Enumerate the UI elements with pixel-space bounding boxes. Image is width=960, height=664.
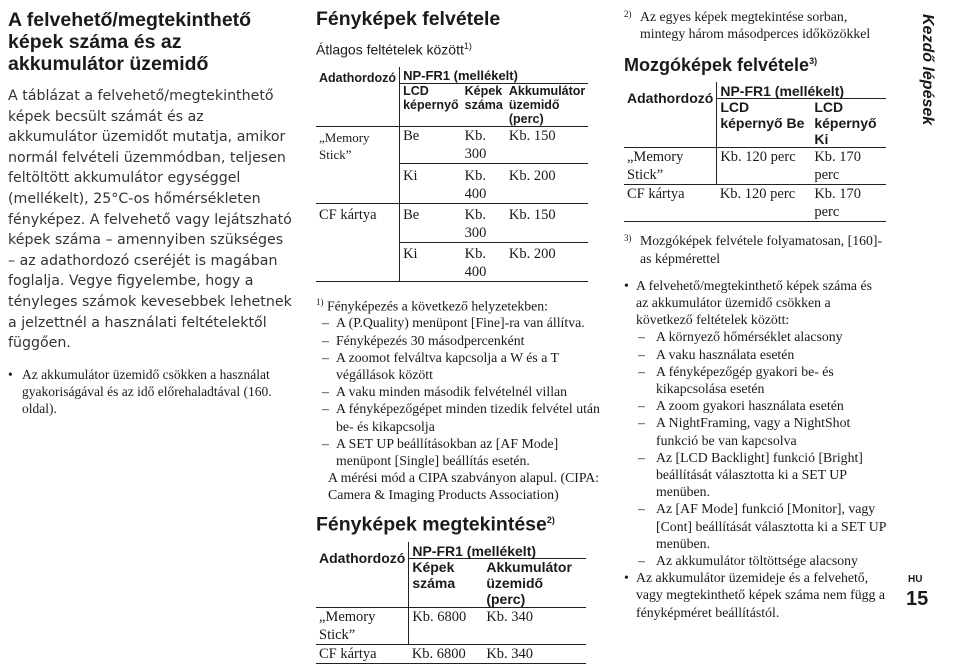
footnote-mark: 1)	[316, 296, 324, 307]
page-number: 15	[906, 588, 929, 610]
list-item-text: A fényképezőgép gyakori be- és kikapcsolása esetén	[656, 363, 834, 397]
table-cell-media: CF kártya	[316, 203, 400, 281]
table-cell-lcd-off: Kb. 170 perc	[811, 148, 886, 185]
title-footnote-mark: 3)	[809, 56, 818, 67]
list-item-text: Az [LCD Backlight] funkció [Bright] beállítását választotta ki a SET UP menüben.	[656, 449, 863, 500]
table-cell-lcd: Ki	[400, 242, 462, 281]
footnote-text: Fényképezés a következő helyzetekben:	[326, 298, 548, 314]
list-item-text: A zoomot felváltva kapcsolja a W és a T végállások között	[336, 349, 559, 383]
table-cell-runtime: Kb. 150	[506, 203, 588, 242]
list-item-text: Az akkumulátor üzemideje és a felvehető, vagy megtekinthető képek száma nem függ a fényképméret beállítástól.	[636, 570, 886, 620]
footnote-mark: 2)	[624, 9, 632, 19]
bullet-text: Az akkumulátor üzemidő csökken a használat gyakoriságával és az idő előrehaladtával (160. oldal).	[22, 366, 272, 416]
table-cell-lcd: Be	[400, 126, 462, 163]
list-item-text: Fényképezés 30 másodpercenként	[336, 332, 525, 348]
list-item: – A környező hőmérséklet alacsony	[638, 329, 843, 345]
table-header-images: Képek száma	[409, 559, 484, 608]
table-header-battery: NP-FR1 (mellékelt)	[400, 67, 589, 84]
table-cell-lcd: Ki	[400, 163, 462, 203]
list-item-text: A vaku minden második felvételnél villan	[336, 384, 568, 400]
table-cell-images: Kb. 300	[462, 126, 506, 163]
table-header-lcd: LCD képernyő	[400, 83, 462, 126]
table-cell-images: Kb. 6800	[409, 645, 484, 664]
list-item: – A (P.Quality) menüpont [Fine]-ra van állítva.	[322, 315, 585, 331]
list-item: – A zoom gyakori használata esetén	[638, 398, 844, 414]
table-header-battery: NP-FR1 (mellékelt)	[717, 82, 886, 99]
recording-table	[316, 67, 588, 282]
table-header-media: Adathordozó	[316, 542, 409, 608]
photo-recording-title: Fényképek felvétele	[316, 8, 501, 30]
list-item: – A zoomot felváltva kapcsolja a W és a T végállások között	[322, 349, 559, 383]
bullet-icon: •	[624, 570, 629, 586]
list-item-text: A SET UP beállításokban az [AF Mode] menüpont [Single] beállítás esetén.	[336, 435, 559, 469]
title-footnote-mark: 2)	[546, 514, 555, 525]
list-item-text: A felvehető/megtekinthető képek száma és az akkumulátor üzemidő csökken a következő feltételek között:	[636, 277, 872, 328]
title-text: Fényképek megtekintése	[316, 513, 547, 536]
list-item: – A NightFraming, vagy a NightShot funkció be van kapcsolva	[638, 415, 851, 448]
table-header-media: Adathordozó	[624, 82, 717, 148]
list-item-text: A NightFraming, vagy a NightShot funkció be van kapcsolva	[656, 415, 851, 448]
list-item-text: Az [AF Mode] funkció [Monitor], vagy [Cont] beállítását választotta ki a SET UP menüben.	[656, 501, 886, 551]
table-header-lcd-on: LCD képernyő Be	[717, 99, 812, 148]
table-cell-lcd-on: Kb. 120 perc	[717, 185, 812, 222]
table-cell-runtime: Kb. 150	[506, 126, 588, 163]
right-column	[624, 0, 886, 621]
table-header-media: Adathordozó	[316, 67, 400, 127]
list-item: – Az akkumulátor töltöttsége alacsony	[638, 553, 858, 569]
table-cell-images: Kb. 300	[462, 203, 506, 242]
list-item: – A fényképezőgép gyakori be- és kikapcsolása esetén	[638, 363, 834, 397]
section-title: A felvehető/megtekinthető képek száma és az akkumulátor üzemidő	[8, 9, 252, 75]
table-header-lcd-off: LCD képernyő Ki	[811, 99, 886, 148]
bullet-note	[8, 366, 293, 417]
table-header-battery: NP-FR1 (mellékelt)	[409, 542, 586, 559]
list-item-text: A fényképezőgépet minden tizedik felvétel után be- és kikapcsolja	[336, 401, 600, 434]
table-cell-lcd-off: Kb. 170 perc	[811, 185, 886, 222]
movie-table	[624, 82, 886, 222]
list-item: – Az [LCD Backlight] funkció [Bright] beállítását választotta ki a SET UP menüben.	[638, 449, 863, 500]
table-cell-images: Kb. 400	[462, 163, 506, 203]
table-cell-lcd: Be	[400, 203, 462, 242]
intro-paragraph: A táblázat a felvehető/megtekinthető képek becsült számát és az akkumulátor üzemidőt mutatja, amikor normál felvételi üzemmódban, teljesen feltöltött akkumulátor egységgel (mellékelt), 25°C-os hőmérsékleten fényképez. A felvehető vagy lejátszható képek száma – amennyiben szükséges – az adathordozó cseréjét is magában foglalja. Vegye figyelembe, hogy a tényleges számok kevesebbek lehetnek a jelzettnél a használati feltételektől függően.	[8, 88, 292, 352]
table-row	[316, 126, 588, 163]
table-header-images: Képek száma	[462, 83, 506, 126]
footnote-text: Az egyes képek megtekintése sorban, mintegy három másodperces időközökkel	[640, 9, 871, 42]
sub-list	[636, 328, 886, 569]
table-cell-media: CF kártya	[316, 645, 409, 664]
table-cell-runtime: Kb. 200	[506, 242, 588, 281]
title-text: Mozgóképek felvétele	[624, 55, 810, 76]
viewing-table	[316, 542, 586, 664]
table-cell-media: „Memory Stick”	[624, 148, 717, 185]
table-cell-runtime: Kb. 340	[483, 608, 586, 645]
footnote-3	[624, 232, 886, 266]
conditions-list	[624, 277, 886, 621]
chapter-sidebar	[906, 0, 946, 611]
table-row	[316, 203, 588, 242]
subtitle-text: Átlagos feltételek között	[316, 41, 464, 58]
footnote-2	[624, 8, 886, 42]
list-item: – A SET UP beállításokban az [AF Mode] menüpont [Single] beállítás esetén.	[322, 435, 559, 469]
footnote-1-list	[316, 314, 601, 469]
list-item-text: A környező hőmérséklet alacsony	[656, 329, 843, 345]
list-item-text: Az akkumulátor töltöttsége alacsony	[656, 553, 858, 569]
bullet-icon: •	[8, 366, 13, 382]
footnote-mark: 3)	[624, 233, 632, 244]
list-item: – A fényképezőgépet minden tizedik felvétel után be- és kikapcsolja	[322, 401, 600, 434]
table-cell-runtime: Kb. 340	[483, 645, 586, 664]
table-row	[624, 148, 886, 185]
language-code: HU	[908, 574, 923, 585]
table-row	[316, 608, 586, 645]
table-cell-images: Kb. 400	[462, 242, 506, 281]
list-item: – Az [AF Mode] funkció [Monitor], vagy [Cont] beállítását választotta ki a SET UP menüben.	[638, 501, 886, 551]
table-cell-media: „Memory Stick”	[316, 126, 400, 203]
subtitle-footnote-mark: 1)	[463, 41, 472, 51]
table-cell-images: Kb. 6800	[409, 608, 484, 645]
table-cell-media: CF kártya	[624, 185, 717, 222]
bullet-icon: •	[624, 277, 629, 293]
middle-column	[316, 0, 601, 664]
list-item-text: A vaku használata esetén	[656, 346, 795, 362]
list-item: – A vaku minden második felvételnél villan	[322, 384, 568, 400]
list-item: – A vaku használata esetén	[638, 346, 795, 362]
cipa-note: A mérési mód a CIPA szabványon alapul. (CIPA: Camera & Imaging Products Association)	[328, 470, 600, 503]
table-row	[316, 645, 586, 664]
average-conditions-subtitle	[316, 38, 601, 58]
list-item-text: A zoom gyakori használata esetén	[656, 398, 844, 414]
table-cell-runtime: Kb. 200	[506, 163, 588, 203]
table-cell-lcd-on: Kb. 120 perc	[717, 148, 812, 185]
footnote-text: Mozgóképek felvétele folyamatosan, [160]-as képmérettel	[640, 233, 883, 266]
chapter-label: Kezdő lépések	[919, 14, 936, 126]
table-header-runtime: Akkumulátor üzemidő (perc)	[483, 559, 586, 608]
movie-recording-title	[624, 51, 886, 76]
list-item	[624, 569, 886, 621]
left-column	[8, 0, 293, 417]
table-header-runtime: Akkumulátor üzemidő (perc)	[506, 83, 588, 126]
list-item	[624, 277, 886, 569]
footnote-1	[316, 294, 601, 315]
list-item-text: A (P.Quality) menüpont [Fine]-ra van állítva.	[336, 315, 585, 331]
table-row	[624, 185, 886, 222]
list-item: – Fényképezés 30 másodpercenként	[322, 332, 525, 348]
table-cell-media: „Memory Stick”	[316, 608, 409, 645]
photo-viewing-title	[316, 509, 601, 536]
